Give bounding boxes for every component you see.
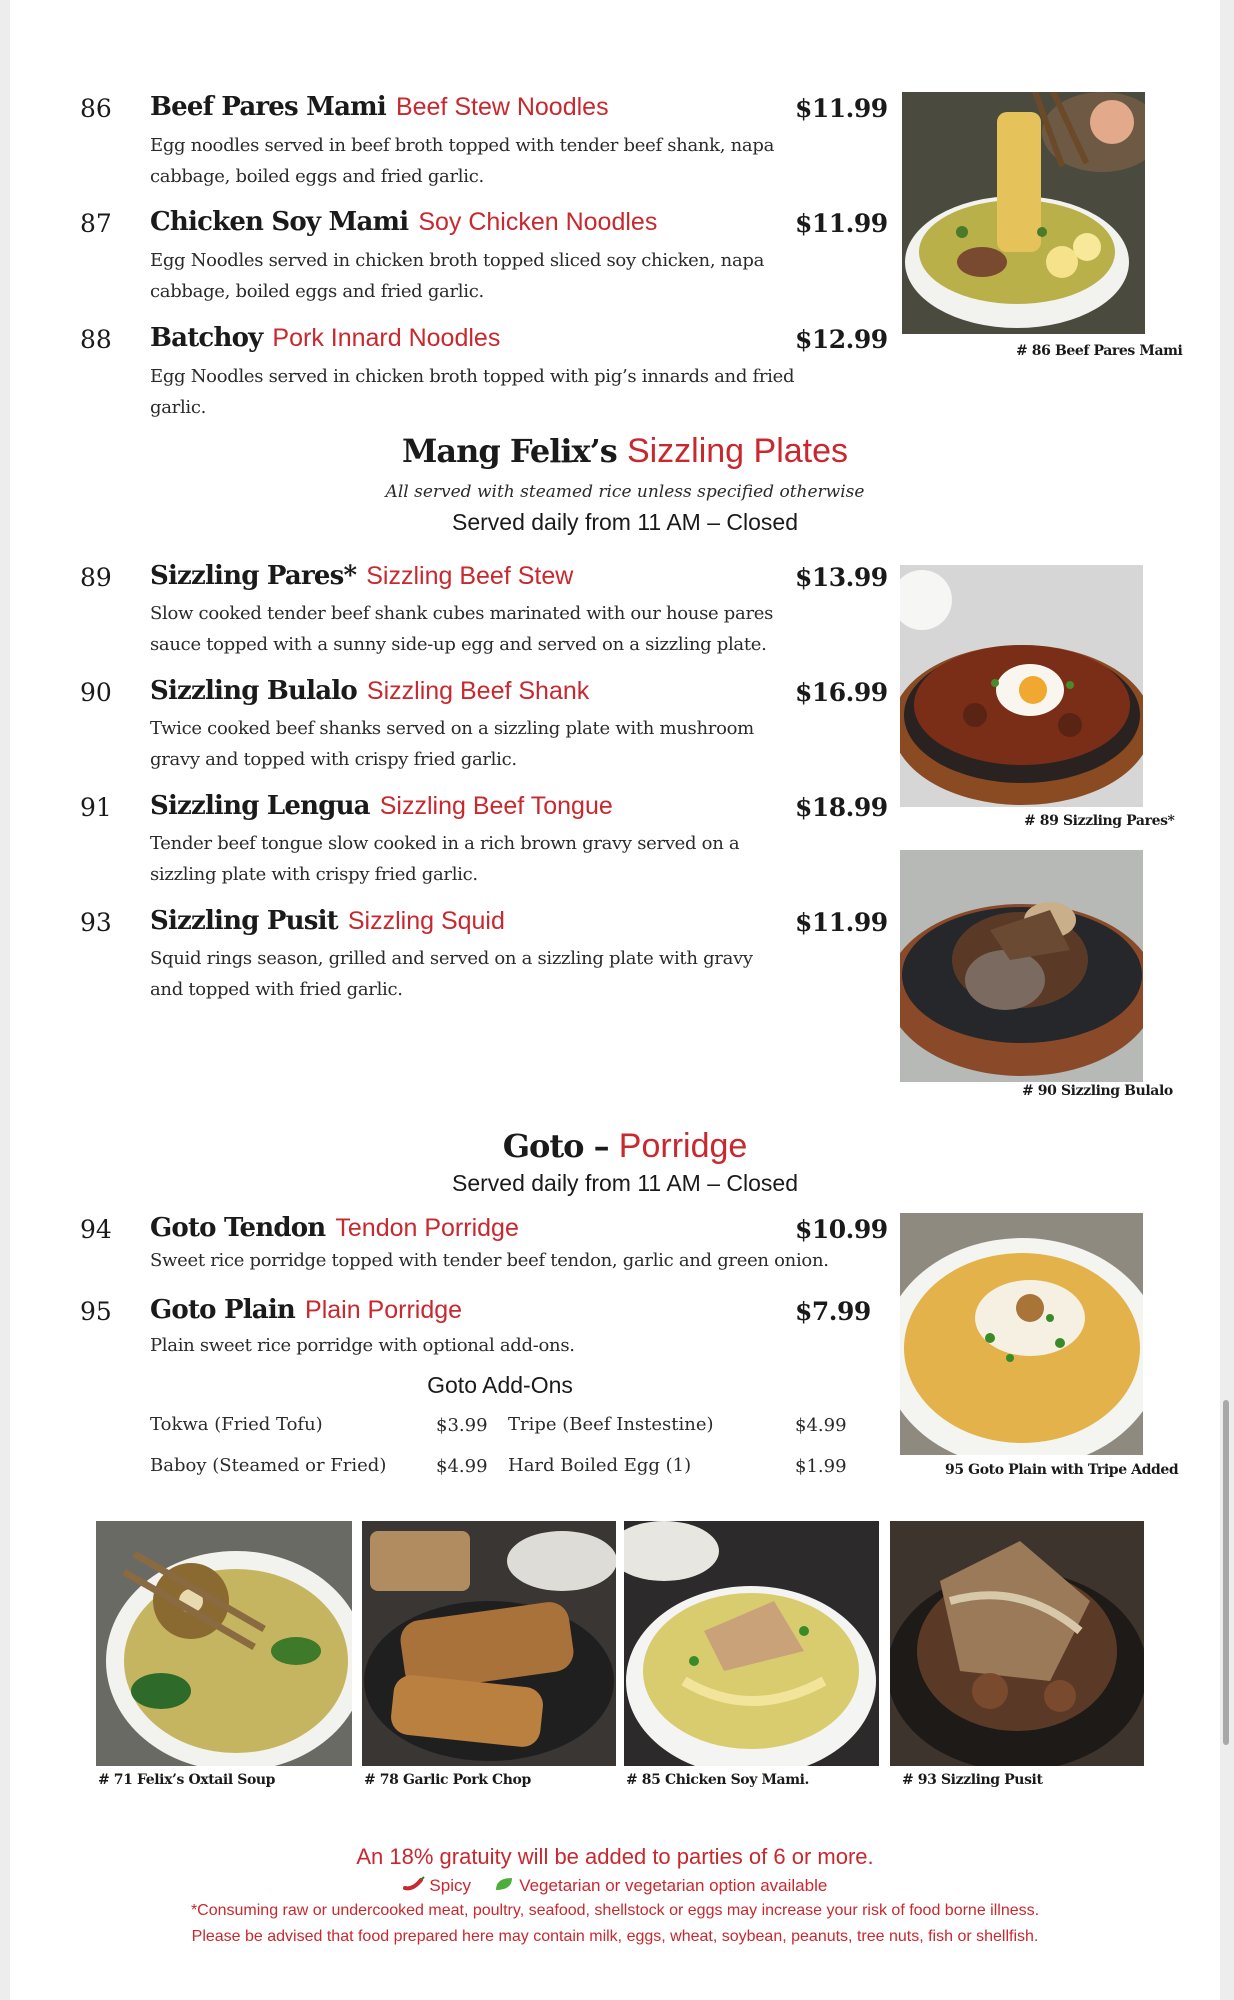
legend-spicy-label: Spicy <box>429 1876 471 1895</box>
allergen-warning: Please be advised that food prepared here may contain milk, eggs, wheat, soybean, peanuts, tree nuts, fish or shellfish. <box>191 1928 1039 1945</box>
item-description: Twice cooked beef shanks served on a sizzling plate with mushroom gravy and topped with crispy fried garlic. <box>150 718 754 770</box>
item-number: 86 <box>80 94 112 123</box>
item-english-name: Sizzling Beef Tongue <box>379 792 613 820</box>
sizzling-pares-photo <box>900 565 1143 807</box>
addon-price: $3.99 <box>436 1415 488 1436</box>
section-title-sizzling: Mang Felix’s Sizzling Plates <box>401 432 849 470</box>
item-description: Tender beef tongue slow cooked in a rich brown gravy served on a sizzling plate with crispy fried garlic. <box>150 833 740 885</box>
item-price: $7.99 <box>795 1297 871 1326</box>
item-description: Sweet rice porridge topped with tender beef tendon, garlic and green onion. <box>150 1250 829 1271</box>
item-price: $11.99 <box>795 94 888 123</box>
goto-plain-photo <box>900 1213 1143 1455</box>
section-title-goto: Goto – Porridge <box>502 1127 748 1165</box>
item-name: Sizzling Pares* Sizzling Beef Stew <box>150 561 574 591</box>
section-hours: Served daily from 11 AM – Closed <box>451 509 798 535</box>
oxtail-soup-photo <box>96 1521 352 1766</box>
sizzling-pusit-photo <box>890 1521 1144 1766</box>
item-name: Goto Tendon Tendon Porridge <box>150 1213 519 1243</box>
item-price: $11.99 <box>795 908 888 937</box>
scrollbar[interactable] <box>1223 1400 1229 1745</box>
item-number: 94 <box>80 1215 112 1244</box>
item-description: Egg Noodles served in chicken broth topped sliced soy chicken, napa cabbage, boiled eggs and fried garlic. <box>150 250 765 302</box>
photo-caption: # 93 Sizzling Pusit <box>902 1772 1043 1788</box>
addon-name: Hard Boiled Egg (1) <box>508 1455 692 1476</box>
item-name: Sizzling Pusit Sizzling Squid <box>150 906 505 936</box>
photo-caption: # 78 Garlic Pork Chop <box>364 1772 531 1788</box>
item-english-name: Sizzling Squid <box>347 907 505 935</box>
photo-caption: # 86 Beef Pares Mami <box>1016 343 1183 359</box>
item-description: Egg noodles served in beef broth topped with tender beef shank, napa cabbage, boiled eggs and fried garlic. <box>150 135 775 187</box>
addon-price: $1.99 <box>795 1456 847 1477</box>
item-price: $18.99 <box>795 793 888 822</box>
photo-caption: # 89 Sizzling Pares* <box>1024 813 1175 829</box>
item-name: Sizzling Bulalo Sizzling Beef Shank <box>150 676 590 706</box>
item-price: $12.99 <box>795 325 888 354</box>
item-name: Chicken Soy Mami Soy Chicken Noodles <box>150 207 658 237</box>
photo-caption: 95 Goto Plain with Tripe Added <box>945 1462 1179 1478</box>
item-number: 95 <box>80 1297 112 1326</box>
item-number: 91 <box>80 793 112 822</box>
item-english-name: Beef Stew Noodles <box>395 93 609 121</box>
item-price: $13.99 <box>795 563 888 592</box>
item-number: 87 <box>80 209 112 238</box>
addon-name: Tripe (Beef Instestine) <box>508 1414 714 1435</box>
sizzling-bulalo-photo <box>900 850 1143 1082</box>
beef-pares-mami-photo <box>902 92 1145 334</box>
item-number: 89 <box>80 563 112 592</box>
leaf-icon <box>494 1876 514 1897</box>
addon-price: $4.99 <box>795 1415 847 1436</box>
menu-page <box>10 0 1220 2000</box>
addons-title: Goto Add-Ons <box>427 1372 573 1398</box>
section-hours: Served daily from 11 AM – Closed <box>451 1170 798 1196</box>
item-number: 88 <box>80 325 112 354</box>
item-name: Beef Pares Mami Beef Stew Noodles <box>150 92 609 122</box>
item-price: $11.99 <box>795 209 888 238</box>
section-note: All served with steamed rice unless specified otherwise <box>385 482 865 502</box>
item-price: $16.99 <box>795 678 888 707</box>
item-description: Squid rings season, grilled and served on a sizzling plate with gravy and topped with fried garlic. <box>150 948 753 1000</box>
item-number: 93 <box>80 908 112 937</box>
photo-caption: # 90 Sizzling Bulalo <box>1022 1083 1173 1099</box>
addon-name: Baboy (Steamed or Fried) <box>150 1455 387 1476</box>
item-name: Goto Plain Plain Porridge <box>150 1295 463 1325</box>
item-english-name: Sizzling Beef Shank <box>366 677 590 705</box>
gratuity-notice: An 18% gratuity will be added to parties of 6 or more. <box>356 1844 874 1869</box>
photo-caption: # 71 Felix’s Oxtail Soup <box>98 1772 276 1788</box>
item-price: $10.99 <box>795 1215 888 1244</box>
item-description: Plain sweet rice porridge with optional add-ons. <box>150 1335 575 1356</box>
item-description: Slow cooked tender beef shank cubes marinated with our house pares sauce topped with a sunny side-up egg and served on a sizzling plate. <box>150 603 774 655</box>
item-english-name: Plain Porridge <box>305 1296 463 1324</box>
item-name: Batchoy Pork Innard Noodles <box>150 323 501 353</box>
chicken-soy-mami-photo <box>624 1521 879 1766</box>
food-safety-warning: *Consuming raw or undercooked meat, poultry, seafood, shellstock or eggs may increase your risk of food borne illness. <box>190 1902 1040 1919</box>
addon-name: Tokwa (Fried Tofu) <box>150 1414 323 1435</box>
item-english-name: Sizzling Beef Stew <box>366 562 574 590</box>
item-english-name: Pork Innard Noodles <box>272 324 501 352</box>
item-english-name: Tendon Porridge <box>335 1214 519 1242</box>
item-name: Sizzling Lengua Sizzling Beef Tongue <box>150 791 613 821</box>
legend-vegetarian-label: Vegetarian or vegetarian option available <box>519 1876 828 1895</box>
item-number: 90 <box>80 678 112 707</box>
addon-price: $4.99 <box>436 1456 488 1477</box>
chili-pepper-icon <box>403 1876 425 1897</box>
garlic-pork-chop-photo <box>362 1521 616 1766</box>
item-english-name: Soy Chicken Noodles <box>418 208 658 236</box>
item-description: Egg Noodles served in chicken broth topped with pig’s innards and fried garlic. <box>150 366 795 418</box>
legend <box>10 1876 1220 1897</box>
photo-caption: # 85 Chicken Soy Mami. <box>626 1772 810 1788</box>
